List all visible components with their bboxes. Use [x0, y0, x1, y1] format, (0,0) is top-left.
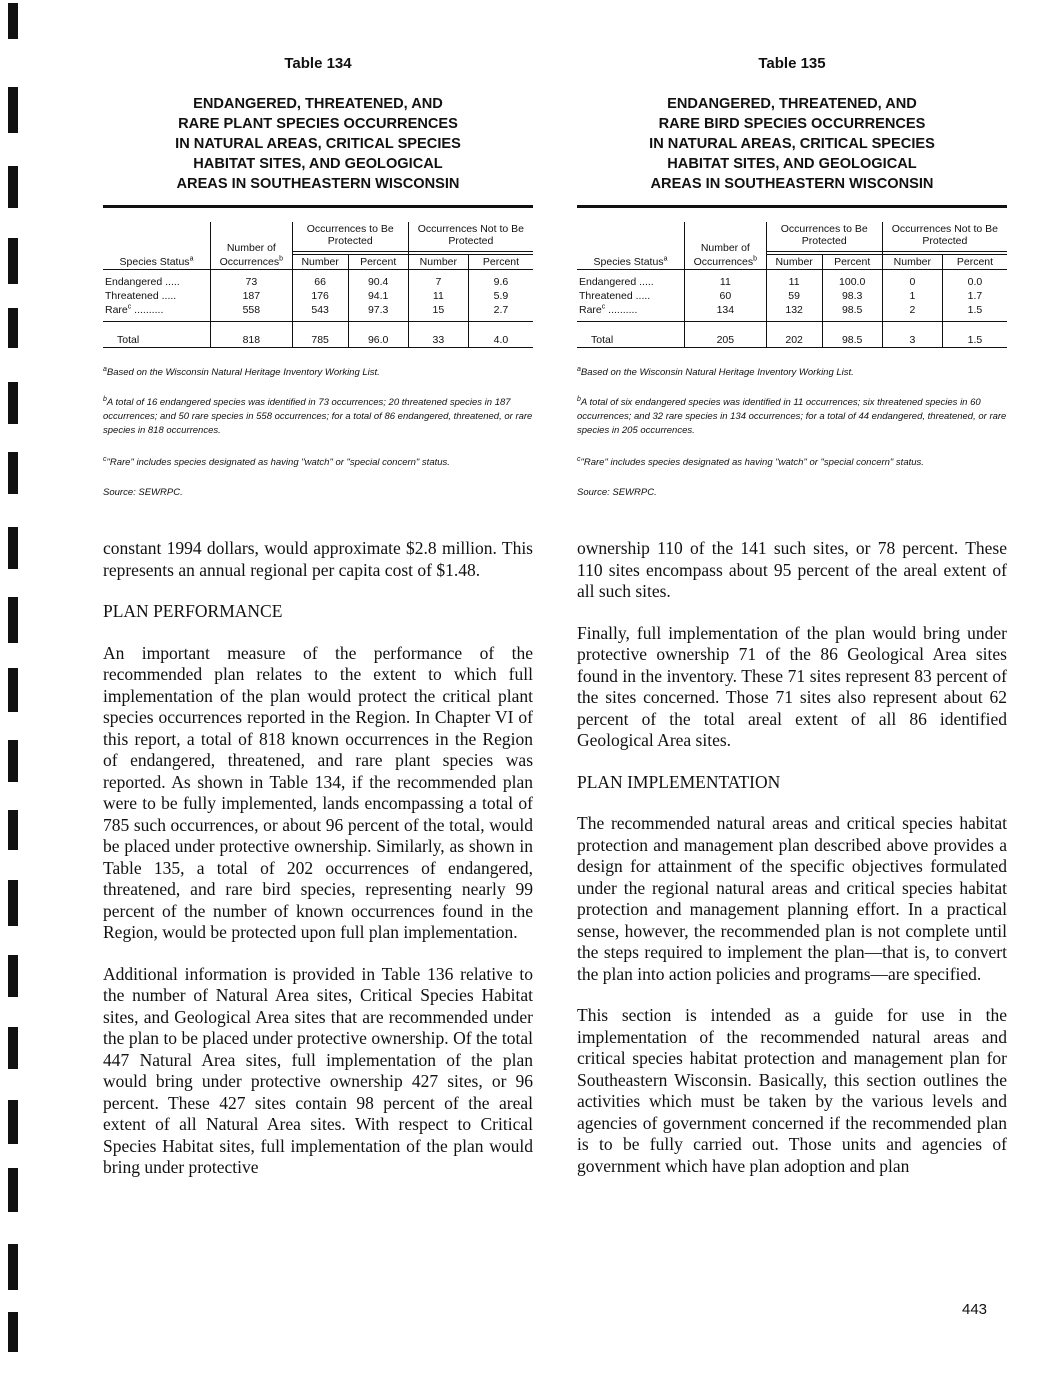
source-note: Source: SEWRPC.: [577, 487, 657, 498]
table-number: Table 135: [758, 55, 826, 72]
total-row: Total 205 202 98.5 3 1.5: [577, 322, 1007, 348]
binding-marks: [8, 0, 20, 1379]
table-row: Threatened ..... 187 176 94.1 11 5.9: [103, 289, 533, 303]
header-occurrences: Occurrences: [219, 256, 280, 268]
header-species-status: Species Status: [119, 256, 190, 268]
table-row: Endangered ..... 11 11 100.0 0 0.0: [577, 275, 1007, 289]
header-species-status: Species Status: [593, 256, 664, 268]
footnote-b: $^b$A total of six endangered species was identified in 11 occurrences; six threatened species in 60 occurrences; and 32 rare species in 134 occurrences; for a total of 44 endangered, threatened, or rare species in 205 occurrences.: [577, 395, 1007, 436]
header-percent: Percent: [348, 255, 408, 270]
table-number: Table 134: [284, 55, 352, 72]
total-row: Total 818 785 96.0 33 4.0: [103, 322, 533, 348]
right-text-column: [577, 538, 1007, 1197]
header-group-not-protected: Occurrences Not to Be Protected: [417, 223, 524, 247]
table-top-rule: [577, 205, 1007, 208]
data-table: [577, 222, 1007, 348]
header-occurrences: Occurrences: [693, 256, 754, 268]
footnote-b: $^b$A total of 16 endangered species was identified in 73 occurrences; 20 threatened species in 187 occurrences; and 50 rare species in 558 occurrences; for a total of 86 endangered, threatened, or rare species in 818 occurrences.: [103, 395, 533, 436]
footnote-marker: b: [753, 255, 758, 263]
header-number: Number: [766, 255, 822, 270]
header-percent: Percent: [942, 255, 1007, 270]
header-group-protected: Occurrences to Be Protected: [780, 223, 868, 247]
data-table: [103, 222, 533, 348]
footnote-marker: b: [279, 255, 284, 263]
paragraph: constant 1994 dollars, would approximate $2.8 million. This represents an annual regional per capita cost of $1.48.: [103, 538, 533, 580]
paragraph: This section is intended as a guide for use in the implementation of the recommended natural areas and critical species habitat protection and management plan for Southeastern Wisconsin. Basically, this section outlines the activities which must be taken by the various levels and agencies of government concerned if the recommended plan is to be fully carried out. Those units and agencies of government which have plan adoption and plan: [577, 1005, 1007, 1176]
table-row: Threatened ..... 60 59 98.3 1 1.7: [577, 289, 1007, 303]
table-row: Rare$^c$ .......... 558 543 97.3 15 2.7: [103, 303, 533, 317]
table-row: Rare$^c$ .......... 134 132 98.5 2 1.5: [577, 303, 1007, 317]
header-number: Number: [408, 255, 468, 270]
footnote-marker: a: [663, 255, 668, 263]
table-top-rule: [103, 205, 533, 208]
header-number: Number: [292, 255, 348, 270]
page-number: 443: [962, 1301, 988, 1318]
header-group-not-protected: Occurrences Not to Be Protected: [891, 223, 998, 247]
header-group-protected: Occurrences to Be Protected: [306, 223, 394, 247]
paragraph: Additional information is provided in Table 136 relative to the number of Natural Area sites, Critical Species Habitat sites, and Geological Area sites that are recommended under the plan to be placed under protective ownership. Of the total 447 Natural Area sites, full implementation of the plan would bring under protective ownership 427 sites, or 96 percent. These 427 sites contain 98 percent of the areal extent of all Natural Area sites. With respect to Critical Species Habitat sites, full implementation of the plan would bring under protective: [103, 963, 533, 1177]
paragraph: An important measure of the performance of the recommended plan relates to the extent to which full implementation of the plan would protect the critical plant species occurrences reported in the Region. In Chapter VI of this report, a total of 818 known occurrences in the Region of endangered, threatened, and rare plant species was reported. As shown in Table 134, if the recommended plan were to be fully implemented, lands encompassing a total of 785 such occurrences, or about 96 percent of the total, would be placed under protective ownership. Similarly, as shown in Table 135, a total of 202 occurrences of endangered, threatened, and rare bird species, representing nearly 99 percent of the number of known occurrences found in the Region, would be protected upon full plan implementation.: [103, 642, 533, 942]
header-number-of: Number of: [700, 241, 750, 254]
left-text-column: [103, 538, 533, 1199]
table-row: Endangered ..... 73 66 90.4 7 9.6: [103, 275, 533, 289]
table-title: ENDANGERED, THREATENED, AND RARE PLANT SPECIES OCCURRENCES IN NATURAL AREAS, CRITICAL SPECIES HABITAT SITES, AND GEOLOGICAL AREAS IN SOUTHEASTERN WISCONSIN: [175, 96, 461, 192]
paragraph: ownership 110 of the 141 such sites, or 78 percent. These 110 sites encompass about 95 percent of the areal extent of all such sites.: [577, 538, 1007, 601]
header-number-of: Number of: [226, 241, 276, 254]
footnote-a: $^a$Based on the Wisconsin Natural Heritage Inventory Working List.: [103, 365, 380, 378]
header-number: Number: [882, 255, 942, 270]
footnote-a: $^a$Based on the Wisconsin Natural Heritage Inventory Working List.: [577, 365, 854, 378]
paragraph: Finally, full implementation of the plan would bring under protective ownership 71 of the 86 Geological Area sites found in the inventory. These 71 sites represent 83 percent of the sites concerned. Those 71 sites also represent about 62 percent of the total areal extent of all 86 identified Geological Area sites.: [577, 622, 1007, 750]
source-note: Source: SEWRPC.: [103, 487, 183, 498]
footnote-marker: a: [189, 255, 194, 263]
table-title: ENDANGERED, THREATENED, AND RARE BIRD SPECIES OCCURRENCES IN NATURAL AREAS, CRITICAL SPECIES HABITAT SITES, AND GEOLOGICAL AREAS IN SOUTHEASTERN WISCONSIN: [649, 96, 935, 192]
header-percent: Percent: [468, 255, 533, 270]
section-heading: PLAN IMPLEMENTATION: [577, 771, 781, 792]
paragraph: The recommended natural areas and critical species habitat protection and management plan described above provides a design for attainment of the specific objectives formulated under the regional natural areas and critical species habitat protection and management planning effort. In a practical sense, however, the recommended plan is not complete until the steps required to implement the plan—that is, to convert the plan into action policies and programs—are specified.: [577, 813, 1007, 984]
section-heading: PLAN PERFORMANCE: [103, 601, 283, 621]
header-percent: Percent: [822, 255, 882, 270]
footnote-c: $^c$"Rare" includes species designated as having "watch" or "special concern" status.: [103, 455, 450, 468]
footnote-c: $^c$"Rare" includes species designated as having "watch" or "special concern" status.: [577, 455, 924, 468]
